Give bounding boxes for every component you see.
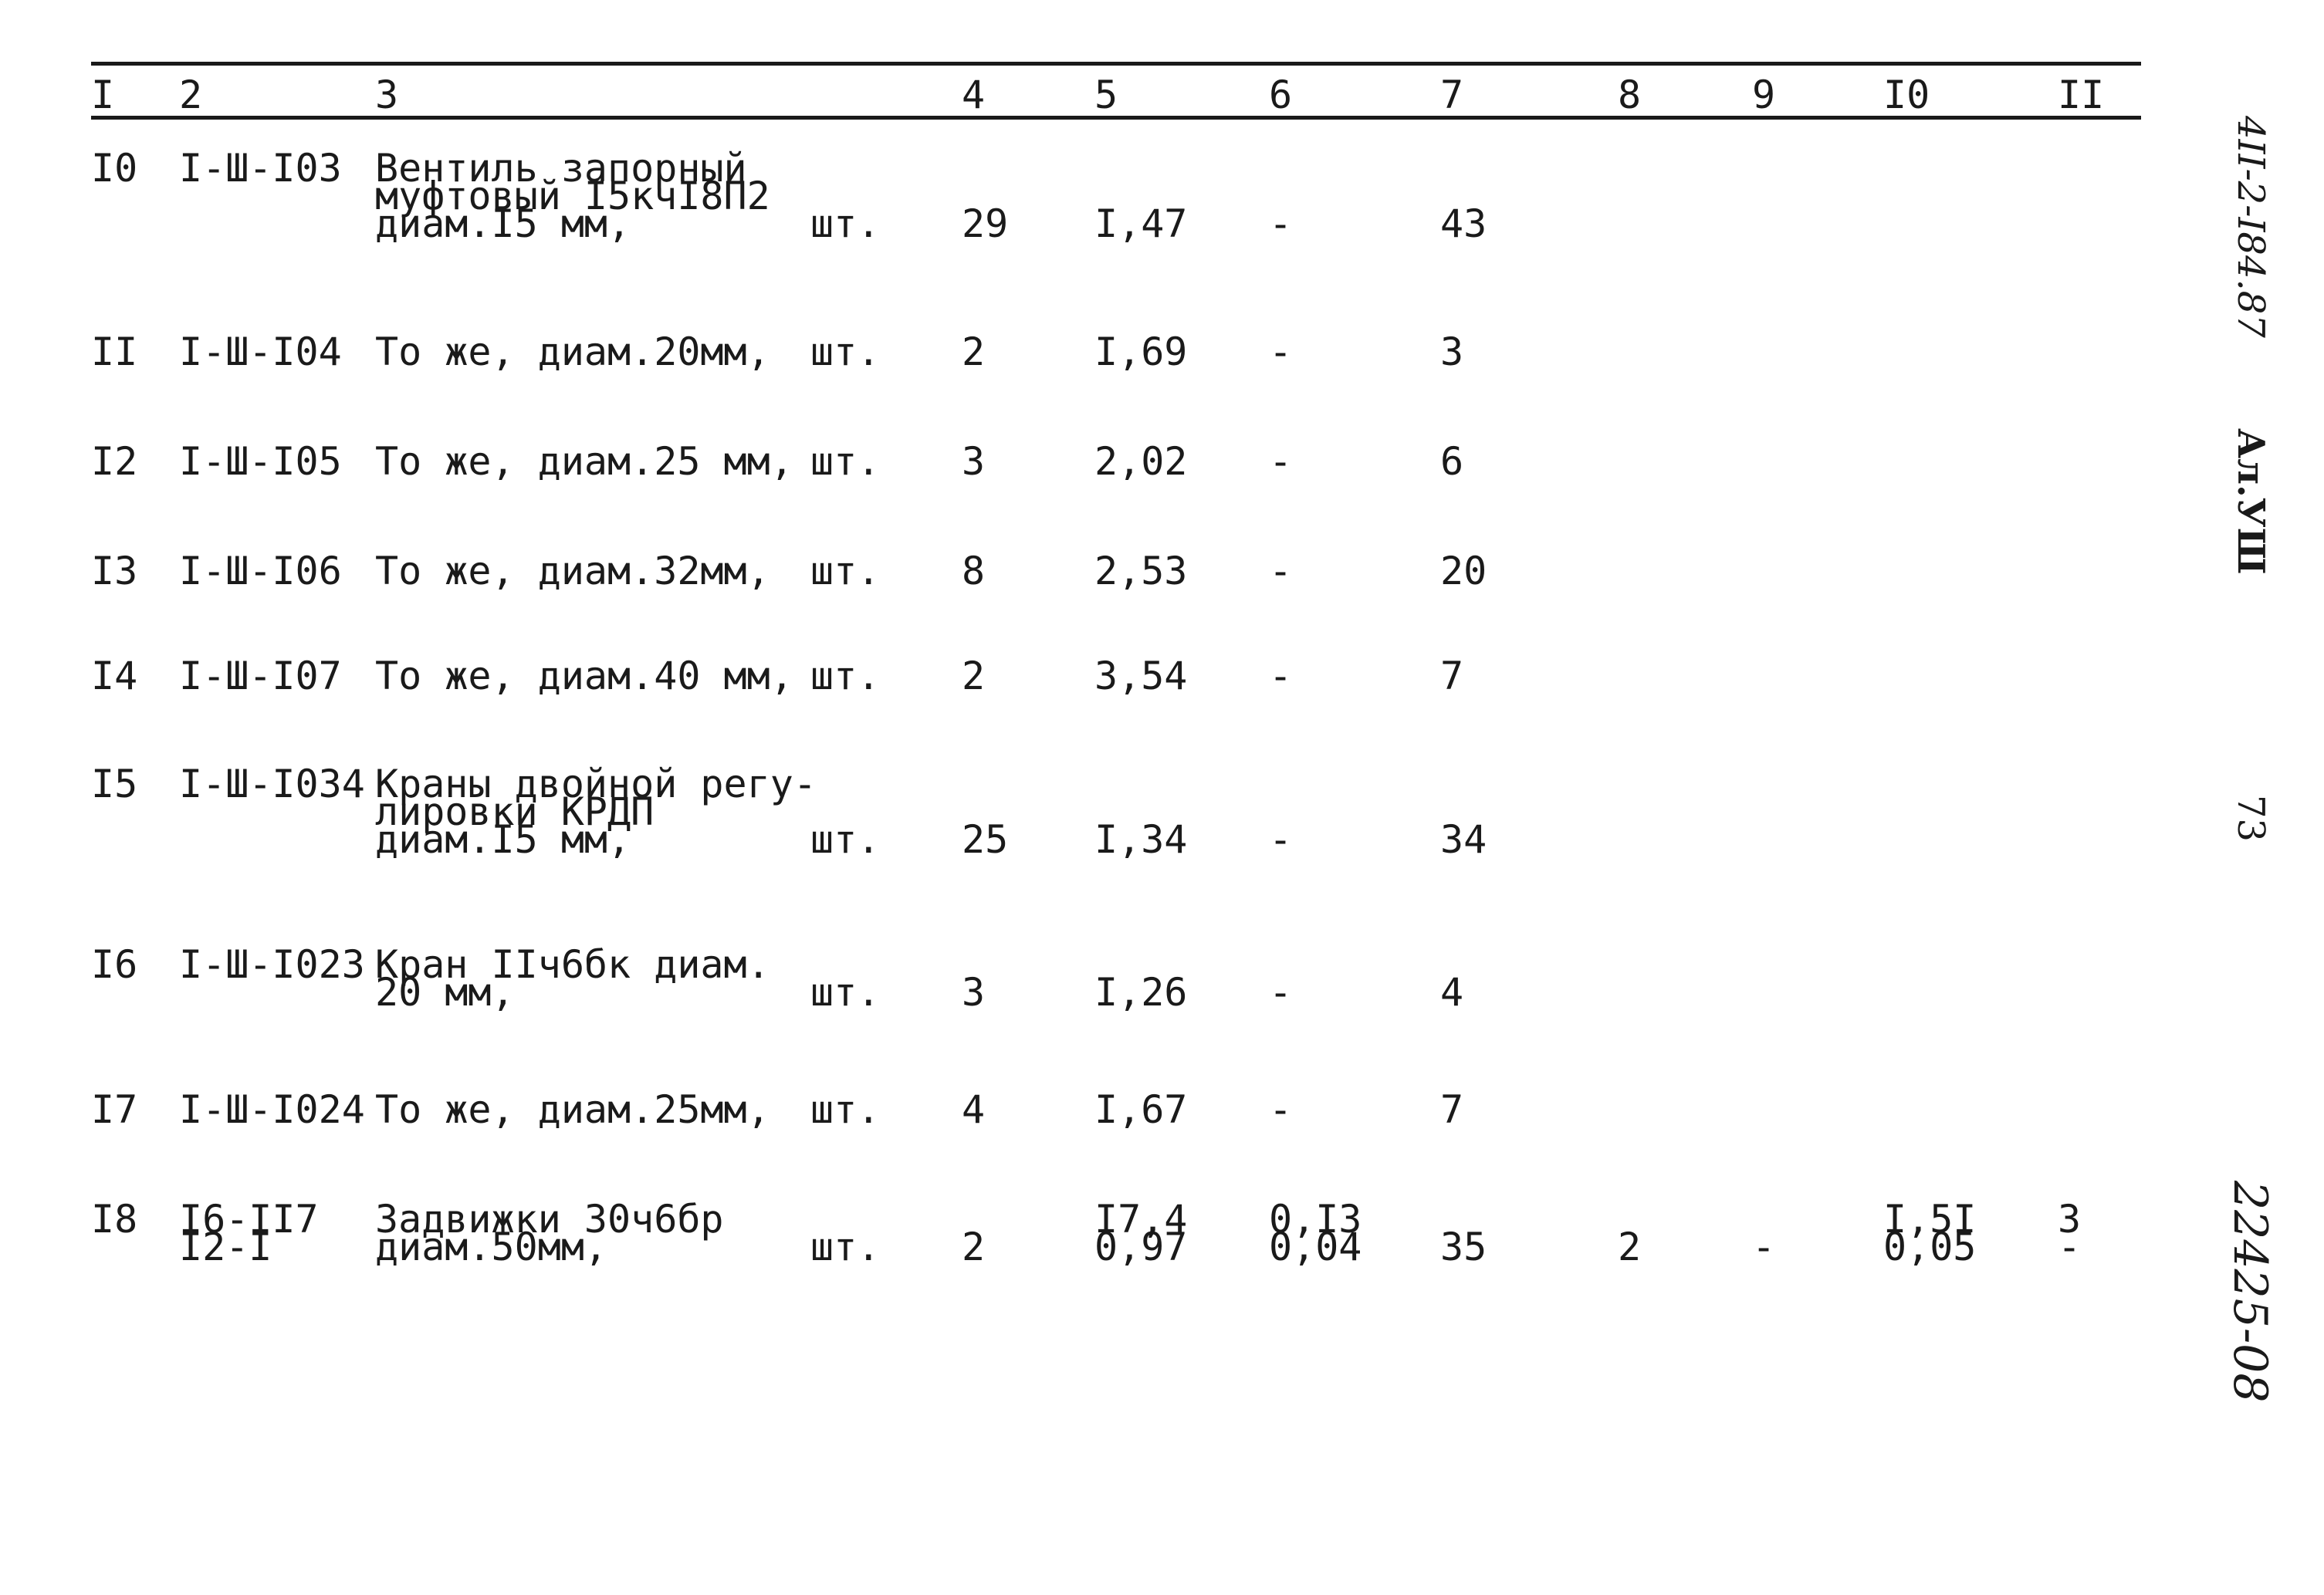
table-cell-c6: - — [1269, 1087, 1293, 1132]
table-cell-c7: 20 — [1440, 549, 1487, 593]
table-cell-num: I0 — [91, 146, 138, 191]
table-cell-code: I-Ш-I024 — [179, 1087, 365, 1132]
table-cell-num: I7 — [91, 1087, 138, 1132]
table-cell-c6: - — [1269, 654, 1293, 698]
table-cell-c5: 2,02 — [1094, 439, 1188, 484]
table-cell-c11: 3 - — [2058, 1197, 2082, 1269]
table-cell-c4: 2 — [962, 1225, 986, 1269]
table-cell-c7: 3 — [1440, 329, 1464, 374]
table-cell-c5: 2,53 — [1094, 549, 1188, 593]
table-cell-c7: 7 — [1440, 654, 1464, 698]
sheet-label: Ал.УШ — [2229, 428, 2272, 575]
table-cell-num: I5 — [91, 762, 138, 806]
table-cell-c8: 2 — [1618, 1225, 1642, 1269]
table-cell-num: I8 — [91, 1197, 138, 1242]
table-cell-code: I-Ш-I05 — [179, 439, 342, 484]
table-cell-c6: - — [1269, 817, 1293, 862]
table-cell-c4: 2 — [962, 654, 986, 698]
column-header: I — [91, 73, 115, 117]
column-header: 3 — [375, 73, 399, 117]
table-cell-code: I-Ш-I04 — [179, 329, 342, 374]
table-cell-unit: шт. — [810, 549, 881, 593]
table-cell-desc: То же, диам.25мм, — [375, 1087, 770, 1132]
table-cell-c6: - — [1269, 201, 1293, 246]
column-header: 6 — [1269, 73, 1293, 117]
table-cell-c5: 3,54 — [1094, 654, 1188, 698]
table-cell-c10: I,5I 0,05 — [1883, 1197, 1977, 1269]
table-cell-c4: 4 — [962, 1087, 986, 1132]
table-cell-c5: I,47 — [1094, 201, 1188, 246]
table-cell-unit: шт. — [810, 654, 881, 698]
table-cell-c4: 3 — [962, 970, 986, 1015]
table-cell-c7: 35 — [1440, 1225, 1487, 1269]
table-cell-num: I3 — [91, 549, 138, 593]
column-header: 9 — [1752, 73, 1776, 117]
table-cell-c4: 2 — [962, 329, 986, 374]
table-cell-unit: шт. — [810, 817, 881, 862]
table-cell-c5: I,34 — [1094, 817, 1188, 862]
table-cell-c7: 43 — [1440, 201, 1487, 246]
table-cell-num: I4 — [91, 654, 138, 698]
table-cell-code: I-Ш-I03 — [179, 146, 342, 191]
table-cell-unit: шт. — [810, 1225, 881, 1269]
table-cell-unit: шт. — [810, 439, 881, 484]
table-cell-code: I-Ш-I023 — [179, 942, 365, 987]
column-header: 7 — [1440, 73, 1464, 117]
table-cell-c6: - — [1269, 549, 1293, 593]
table-cell-desc: То же, диам.32мм, — [375, 549, 770, 593]
table-cell-c7: 7 — [1440, 1087, 1464, 1132]
page-number: 73 — [2229, 795, 2272, 843]
table-cell-c4: 3 — [962, 439, 986, 484]
archive-number: 22425-08 — [2223, 1181, 2277, 1403]
table-cell-c6: - — [1269, 329, 1293, 374]
table-cell-c9: - — [1752, 1225, 1776, 1269]
table-cell-code: I-Ш-I06 — [179, 549, 342, 593]
table-cell-c7: 4 — [1440, 970, 1464, 1015]
table-top-rule — [91, 62, 2141, 66]
table-cell-unit: шт. — [810, 970, 881, 1015]
table-cell-c6: 0,I3 0,04 — [1269, 1197, 1362, 1269]
table-cell-code: I-Ш-I07 — [179, 654, 342, 698]
table-cell-num: II — [91, 329, 138, 374]
table-cell-desc: То же, диам.25 мм, — [375, 439, 793, 484]
table-cell-c7: 34 — [1440, 817, 1487, 862]
table-cell-c6: - — [1269, 439, 1293, 484]
table-cell-unit: шт. — [810, 1087, 881, 1132]
table-cell-c5: I,26 — [1094, 970, 1188, 1015]
table-cell-desc: Задвижки 30ч6бр диам.50мм, — [375, 1197, 724, 1269]
column-header: 4 — [962, 73, 986, 117]
table-cell-unit: шт. — [810, 329, 881, 374]
table-cell-code: I-Ш-I034 — [179, 762, 365, 806]
table-cell-desc: Краны двойной регу- лировки КРДП диам.I5 мм, — [375, 762, 817, 862]
table-cell-code: I6-II7 I2-I — [179, 1197, 319, 1269]
table-cell-desc: То же, диам.20мм, — [375, 329, 770, 374]
table-cell-c5: I,67 — [1094, 1087, 1188, 1132]
table-cell-c5: I7,4 0,97 — [1094, 1197, 1188, 1269]
table-cell-c6: - — [1269, 970, 1293, 1015]
table-cell-c5: I,69 — [1094, 329, 1188, 374]
table-cell-c4: 25 — [962, 817, 1009, 862]
table-cell-desc: Вентиль запорный муфтовый I5кчI8П2 диам.I5 мм, — [375, 146, 770, 246]
table-cell-desc: Кран IIч6бк диам. 20 мм, — [375, 942, 770, 1015]
table-cell-num: I6 — [91, 942, 138, 987]
column-header: 8 — [1618, 73, 1642, 117]
table-cell-c4: 29 — [962, 201, 1009, 246]
column-header: 5 — [1094, 73, 1118, 117]
table-cell-c7: 6 — [1440, 439, 1464, 484]
column-header: 2 — [179, 73, 203, 117]
table-cell-num: I2 — [91, 439, 138, 484]
table-cell-unit: шт. — [810, 201, 881, 246]
table-cell-desc: То же, диам.40 мм, — [375, 654, 793, 698]
column-header: II — [2058, 73, 2105, 117]
document-code: 4II-2-I84.87 — [2229, 116, 2272, 338]
column-header: I0 — [1883, 73, 1930, 117]
table-cell-c4: 8 — [962, 549, 986, 593]
